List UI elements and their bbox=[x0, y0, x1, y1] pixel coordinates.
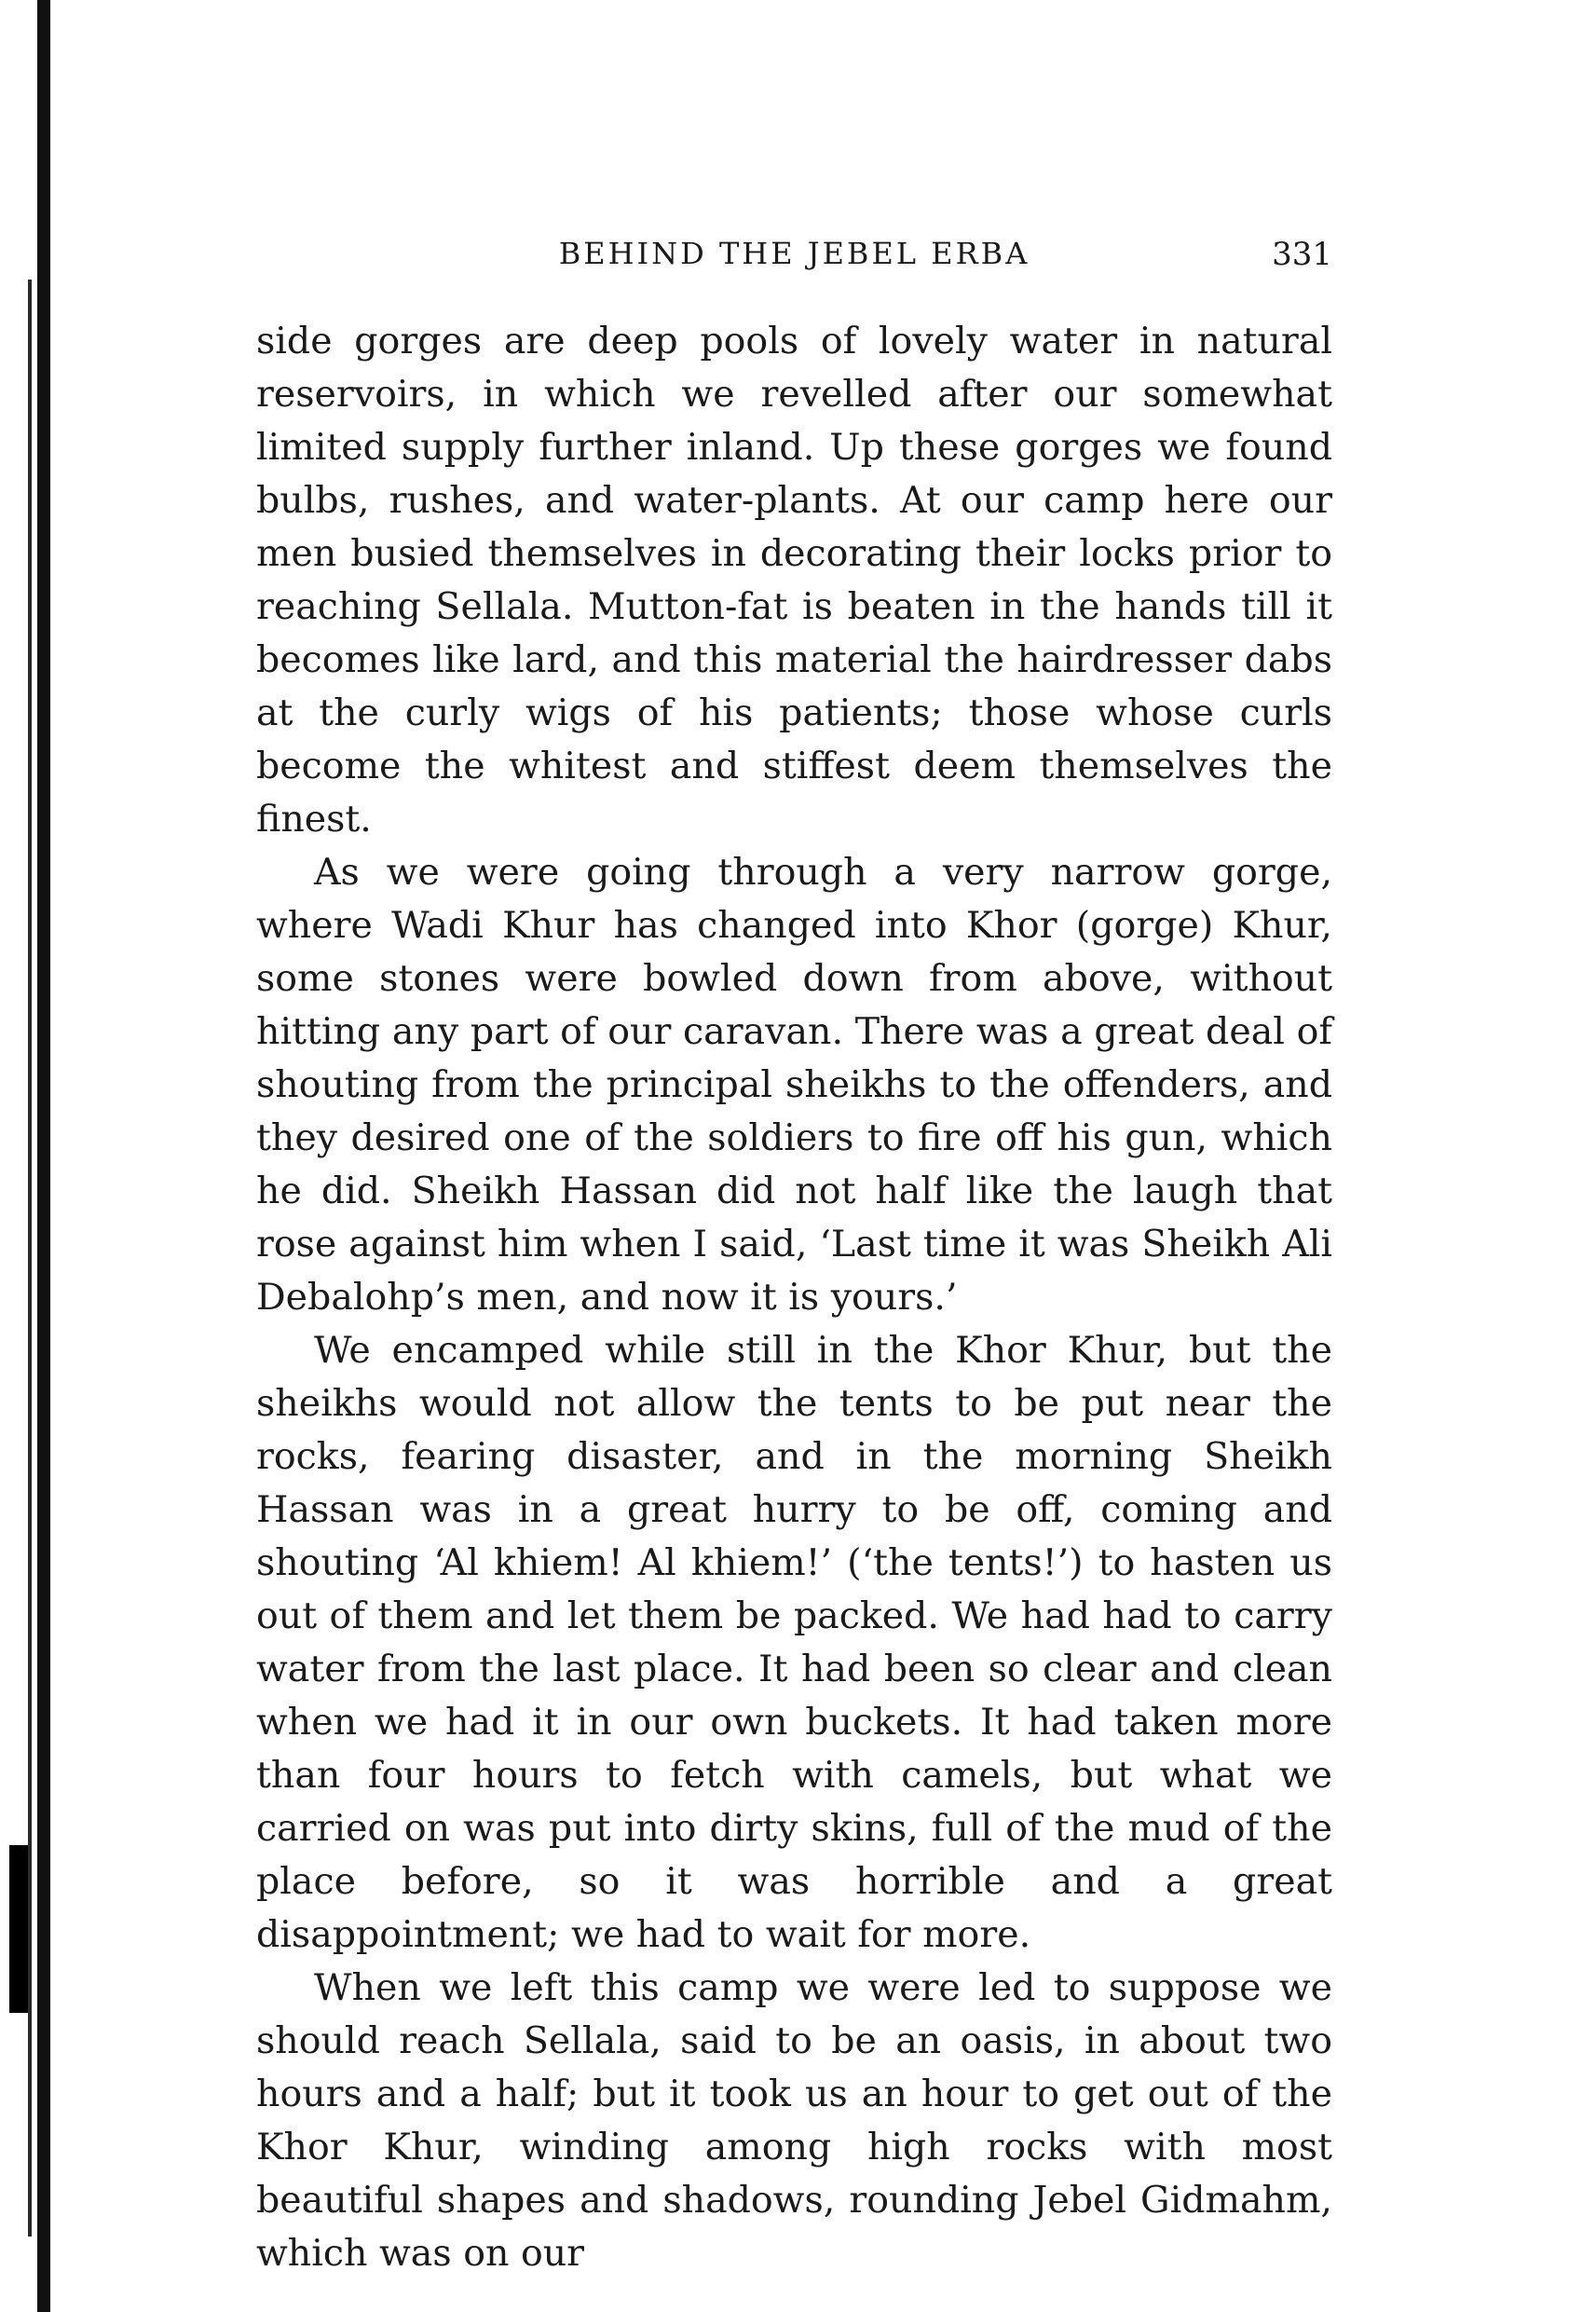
paragraph-1: side gorges are deep pools of lovely water in natural reservoirs, in which we revelled after our somewhat limited supply further inland. Up these gorges we found bulbs, rushes, and water-plants. At our camp here our men busied themselves in decorating their locks prior to reaching Sellala. Mutton-fat is beaten in the hands till it becomes like lard, and this material the hairdresser dabs at the curly wigs of his patients; those whose curls become the whitest and stiffest deem themselves the finest. bbox=[256, 320, 1332, 841]
paragraph-4: When we left this camp we were led to suppose we should reach Sellala, said to be an oasis, in about two hours and a half; but it took us an hour to get out of the Khor Khur, winding among high rocks with most beautiful shapes and shadows, rounding Jebel Gidmahm, which was on our bbox=[256, 1966, 1332, 2275]
page-body bbox=[256, 315, 1332, 2280]
paragraph-3: We encamped while still in the Khor Khur, but the sheikhs would not allow the tents to be put near the rocks, fearing disaster, and in the morning Sheikh Hassan was in a great hurry to be off, coming and shouting ‘Al khiem! Al khiem!’ (‘the tents!’) to hasten us out of them and let them be packed. We had had to carry water from the last place. It had been so clear and clean when we had it in our own buckets. It had taken more than four hours to fetch with camels, but what we carried on was put into dirty skins, full of the mud of the place before, so it was horrible and a great disappointment; we had to wait for more. bbox=[256, 1329, 1332, 1956]
running-head: BEHIND THE JEBEL ERBA bbox=[558, 236, 1030, 271]
book-binding-mark bbox=[9, 1845, 28, 2013]
page-header bbox=[256, 236, 1332, 273]
page-number: 331 bbox=[1272, 236, 1332, 273]
book-binding-shadow bbox=[28, 280, 32, 2237]
paragraph-2: As we were going through a very narrow gorge, where Wadi Khur has changed into Khor (gorge) Khur, some stones were bowled down from above, without hitting any part of our caravan. There was a great deal of shouting from the principal sheikhs to the offenders, and they desired one of the soldiers to fire off his gun, which he did. Sheikh Hassan did not half like the laugh that rose against him when I said, ‘Last time it was Sheikh Ali Debalohp’s men, and now it is yours.’ bbox=[256, 851, 1332, 1319]
book-binding-edge bbox=[37, 0, 50, 2312]
